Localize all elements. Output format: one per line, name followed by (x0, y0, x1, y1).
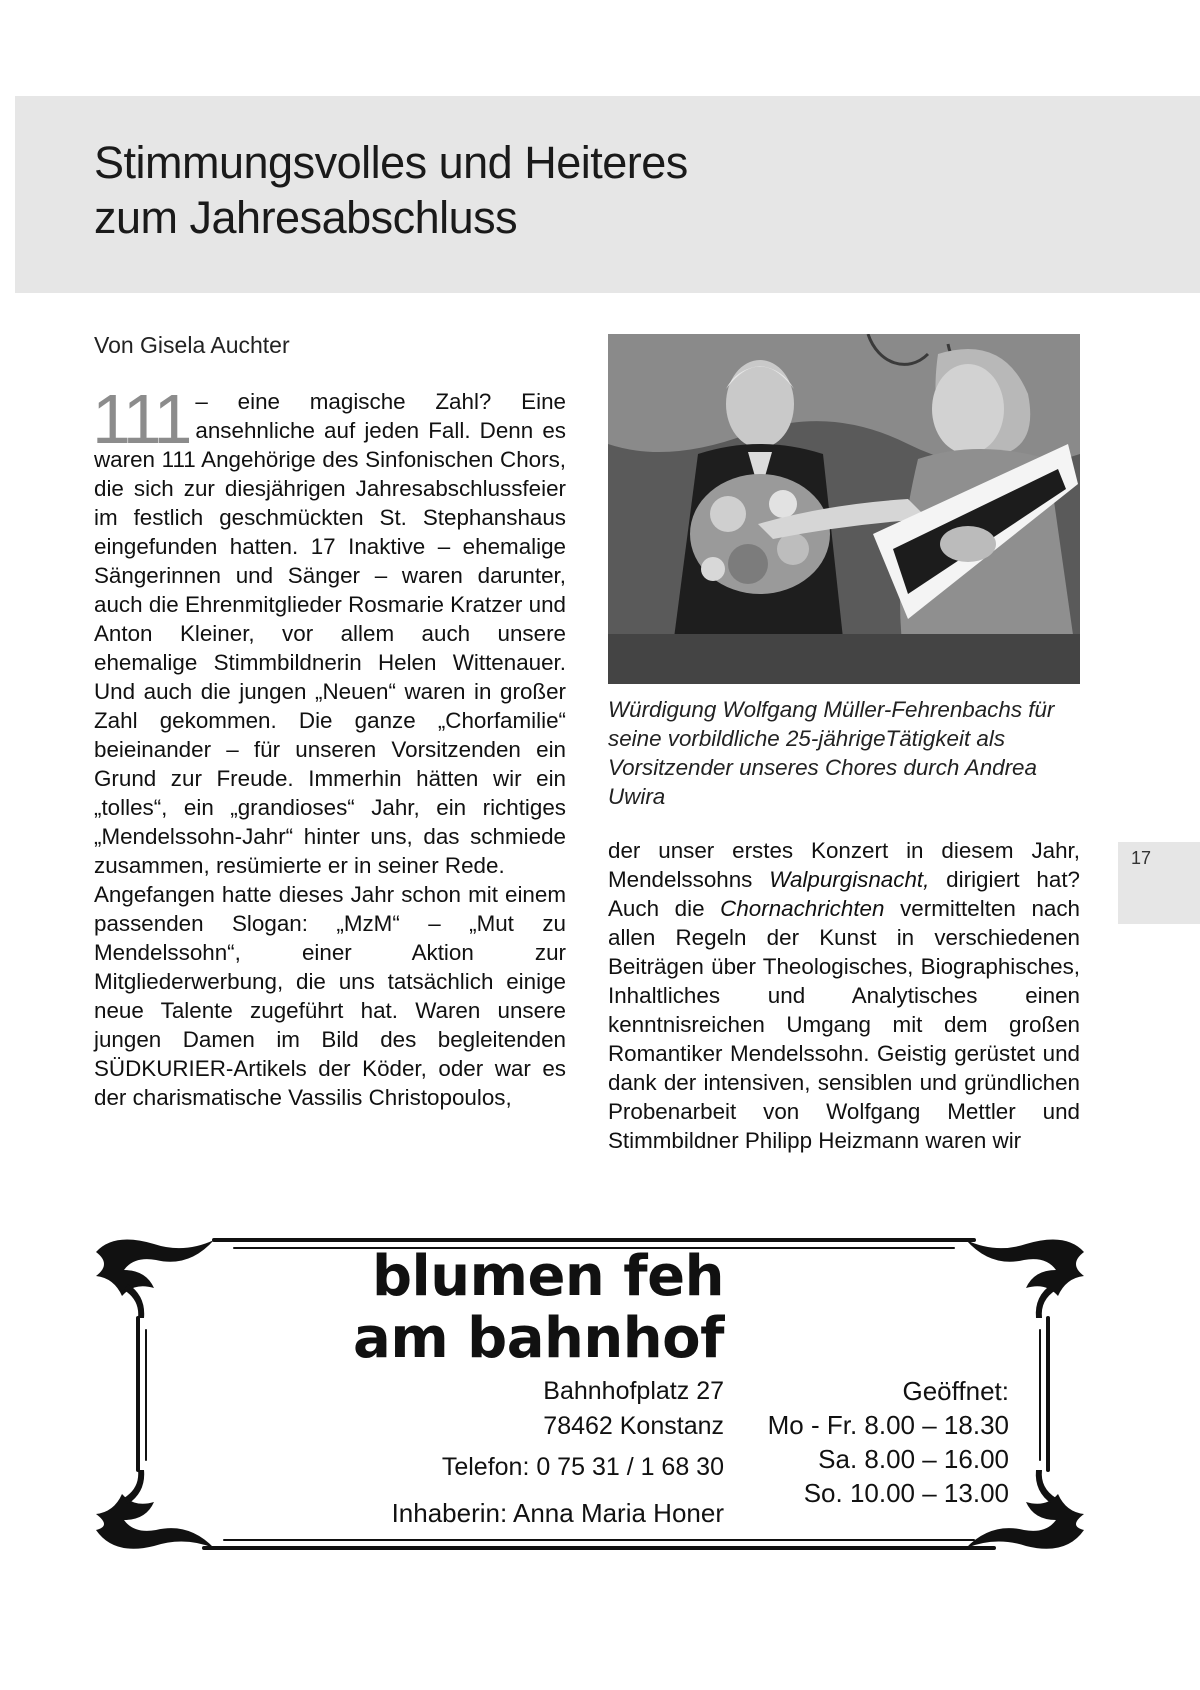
article-paragraph (608, 836, 1080, 1155)
article-column-right (608, 836, 1080, 1155)
title-line-1: Stimmungsvolles und Heiteres (94, 137, 688, 188)
hours-title: Geöffnet: (902, 1376, 1009, 1406)
shop-phone: Telefon: 0 75 31 / 1 68 30 (441, 1453, 724, 1481)
paragraph-text: – eine magische Zahl? Eine ansehnliche auf jeden Fall. Denn es waren 111 Angehörige des Sinfonischen Chors, die sich zur diesjährigen Jahresabschlussfeier im festlich geschmückten St. Stephanshaus eingefunden hatten. 17 Inaktive – ehemalige Sängerinnen und Sänger – waren darunter, auch die Ehrenmitglieder Rosmarie Kratzer und Anton Kleiner, vor allem auch unsere ehemalige Stimmbildnerin Helen Wittenauer. Und auch die jungen „Neuen“ waren in großer Zahl gekommen. Die ganze „Chorfamilie“ beieinander – für unseren Vorsitzenden ein Grund zur Freude. Immerhin hätten wir ein „tolles“, ein „grandioses“ Jahr, ein richtiges „Mendelssohn-Jahr“ hinter uns, das schmiede zusammen, resümierte er in seiner Rede. (94, 389, 566, 878)
shop-name-line-1: blumen feh (371, 1244, 724, 1309)
article-paragraph: Angefangen hatte dieses Jahr schon mit einem passenden Slogan: „MzM“ – „Mut zu Mendelssohn“, einer Aktion zur Mitgliederwerbung, die uns tatsächlich einige neue Talente zugeführt hat. Waren unsere jungen Damen im Bild des begleitenden SÜDKURIER-Artikels der Köder, oder war es der charismatische Vassilis Christopoulos, (94, 882, 566, 1110)
article-column-left (92, 380, 566, 1112)
text-run: vermittelten nach allen Regeln der Kunst in verschiedenen Beiträgen über Theologisches, Biographisches, Inhaltliches und Analytisches einen kenntnisreichen Umgang mit dem großen Romantiker Mendelssohn. Geistig gerüstet und dank der intensiven, sensiblen und gründlichen Probenarbeit von Wolfgang Mettler und Stimmbildner Philipp Heizmann waren wir (608, 896, 1080, 1153)
title-line-2: zum Jahresabschluss (94, 192, 518, 243)
shop-address (154, 1374, 724, 1444)
corner-ornament-top-right (966, 1240, 1084, 1319)
text-run: der unser erstes Konzert in diesem Jahr, Mendelssohns (608, 838, 1080, 892)
opening-hours (734, 1374, 1009, 1510)
article-title (94, 135, 688, 245)
city: 78462 Konstanz (543, 1412, 724, 1440)
hours-sunday: So. 10.00 – 13.00 (803, 1478, 1009, 1508)
shop-name-line-2: am bahnhof (353, 1306, 724, 1371)
page-number: 17 (1131, 848, 1152, 868)
photo-illustration (608, 334, 1080, 684)
hours-weekday: Mo - Fr. 8.00 – 18.30 (767, 1410, 1009, 1440)
street: Bahnhofplatz 27 (543, 1377, 724, 1405)
article-paragraph (92, 380, 566, 880)
page-number-tab (1118, 842, 1200, 924)
advertisement (94, 1230, 1086, 1560)
article-photo (608, 334, 1080, 684)
photo-caption: Würdigung Wolfgang Müller-Fehrenbachs für seine vorbildliche 25-jährigeTätigkeit als Vorsitzender unseres Chores durch Andrea Uwira (608, 697, 1055, 809)
italic-title: Walpurgisnacht, (769, 867, 930, 892)
text-run: dirigiert hat? Auch die (608, 867, 1081, 921)
author-byline: Von Gisela Auchter (94, 332, 290, 358)
shop-name (180, 1246, 724, 1370)
drop-number: 111 (92, 380, 190, 458)
hours-saturday: Sa. 8.00 – 16.00 (818, 1444, 1009, 1474)
shop-owner: Inhaberin: Anna Maria Honer (391, 1498, 724, 1528)
italic-title: Chornachrichten (720, 896, 885, 921)
